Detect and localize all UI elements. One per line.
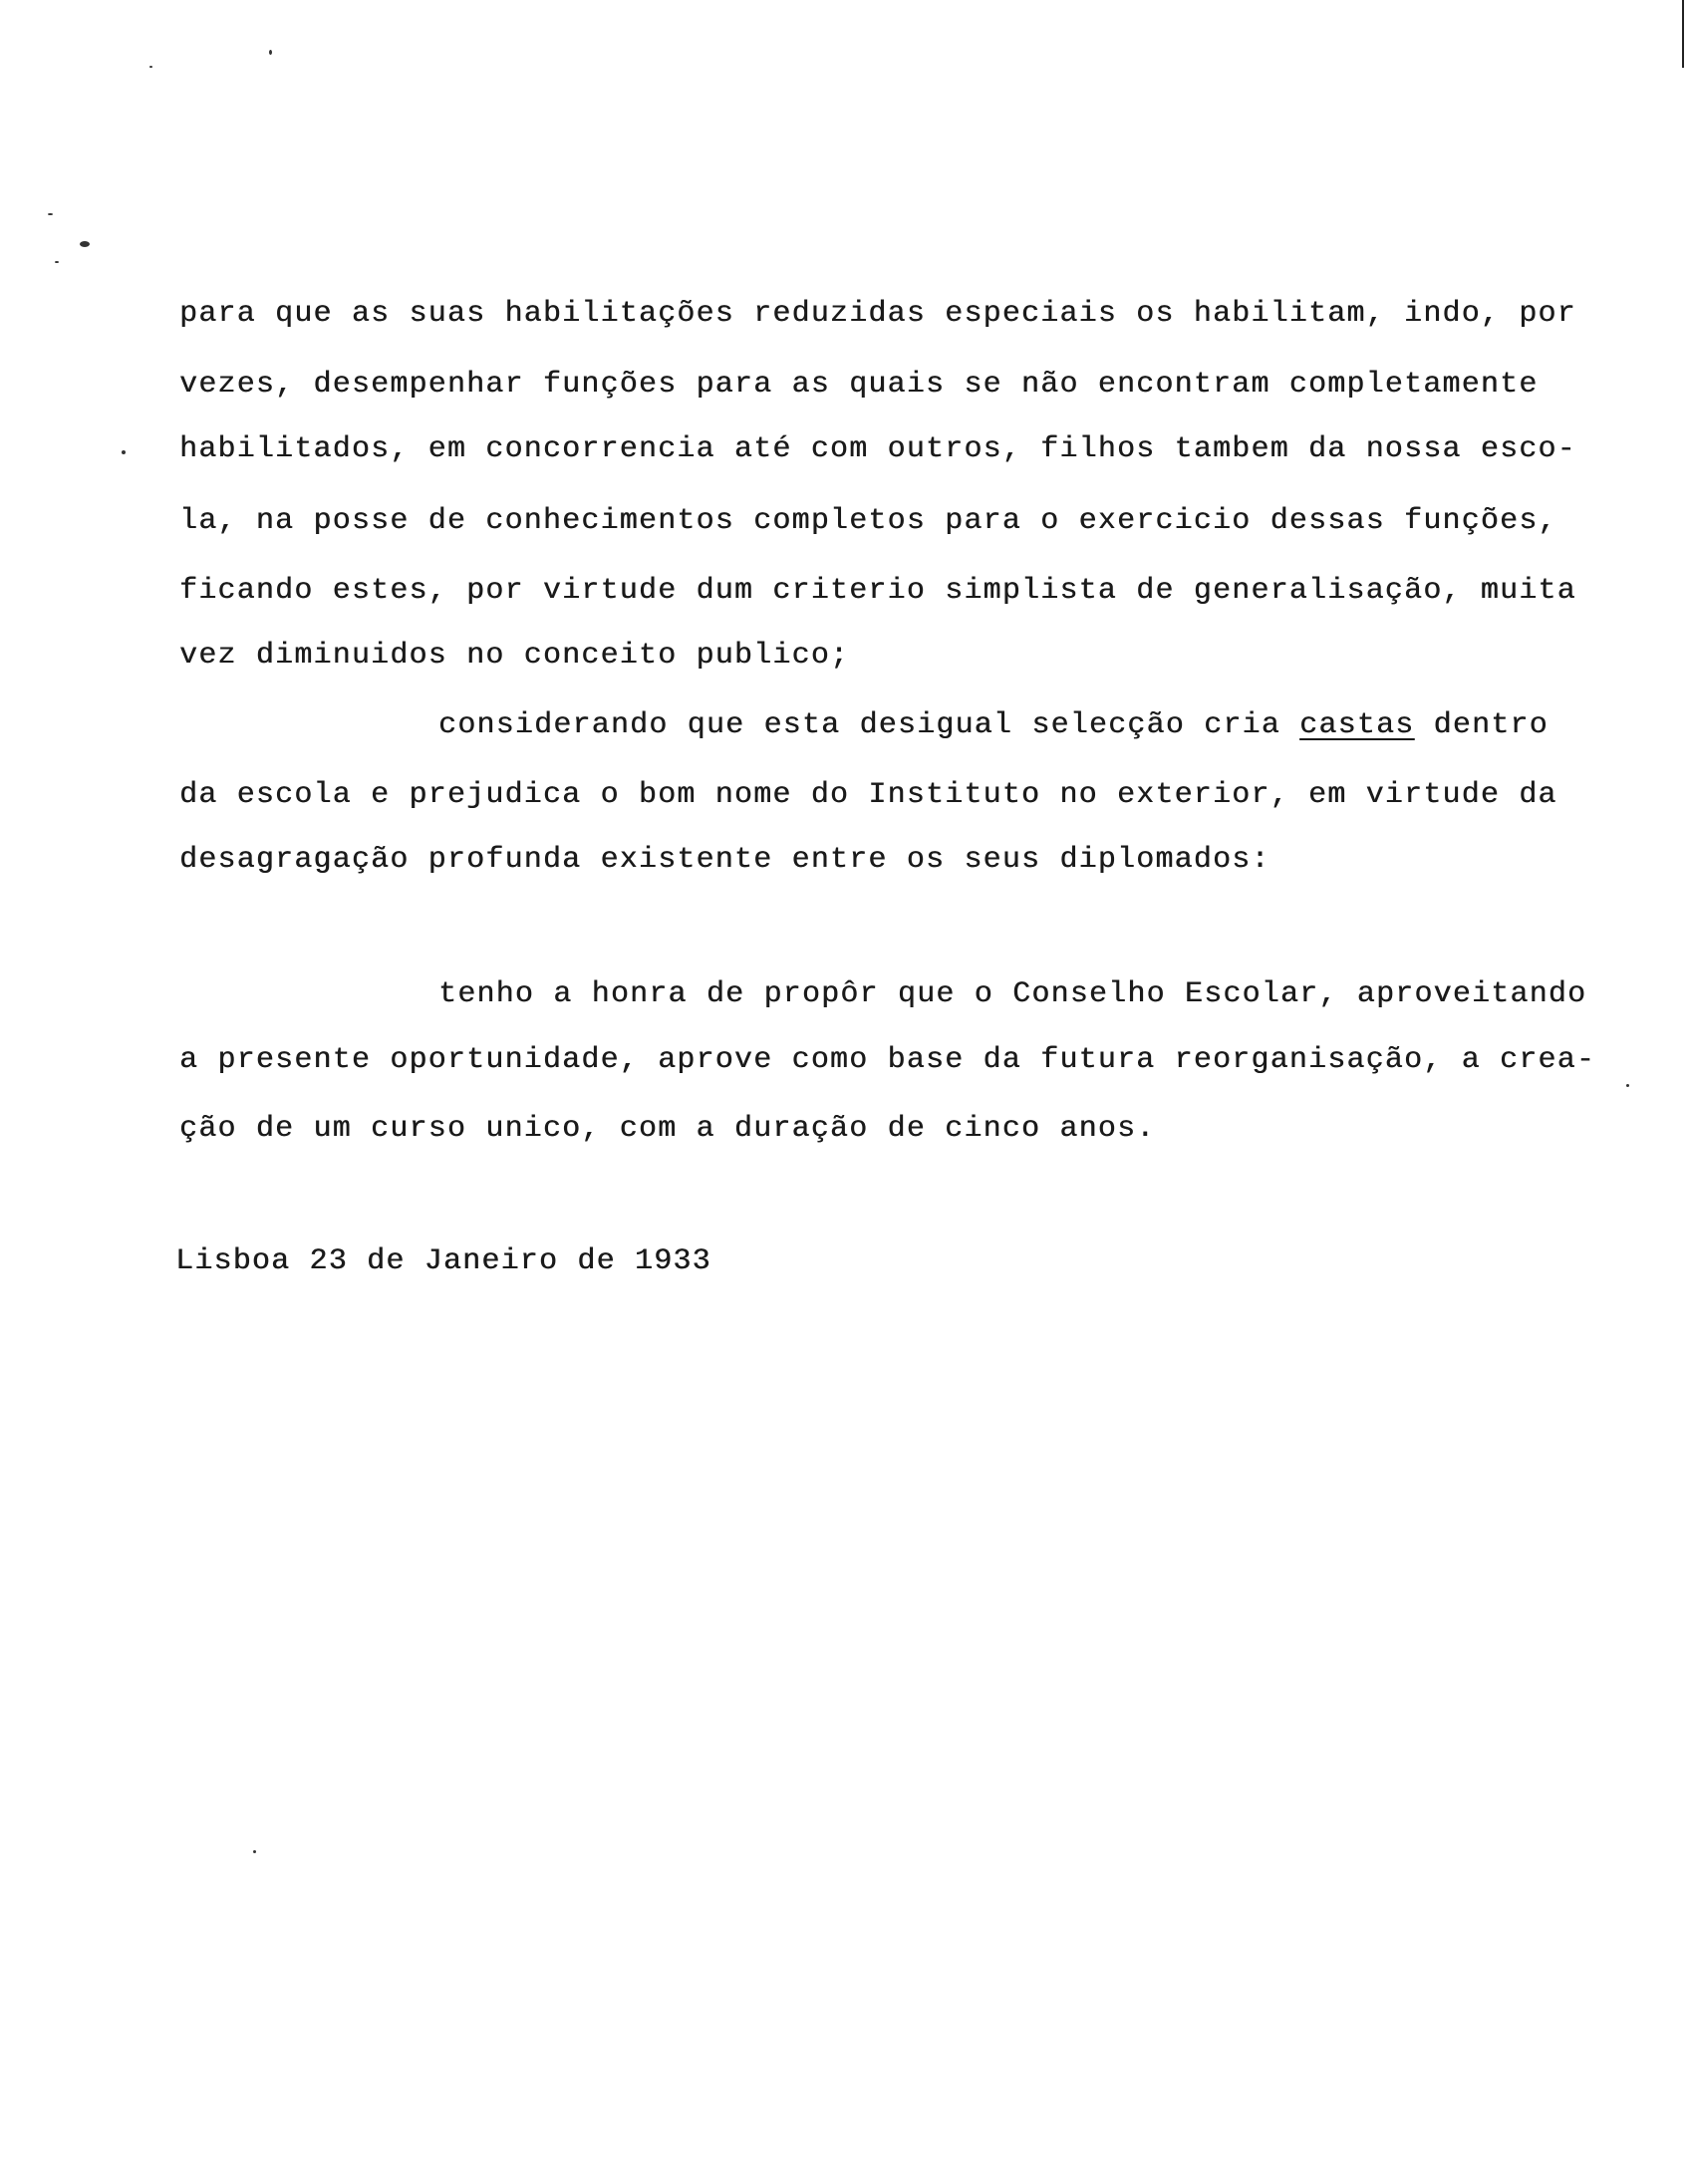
page-edge-mark: [1682, 0, 1684, 68]
dateline: Lisboa 23 de Janeiro de 1933: [175, 1244, 711, 1278]
scan-speck: [269, 50, 272, 55]
paragraph3-line-1: tenho a honra de propôr que o Conselho Escolar, aproveitando: [438, 977, 1587, 1011]
scan-speck: [48, 213, 53, 215]
paragraph1-line-6: vez diminuidos no conceito publico;: [179, 639, 850, 673]
paragraph1-line-3: habilitados, em concorrencia até com outros, filhos tambem da nossa esco-: [179, 432, 1576, 466]
paragraph2-line-1: [438, 710, 1549, 740]
paragraph3-line-3: ção de um curso unico, com a duração de cinco anos.: [179, 1112, 1156, 1146]
paragraph1-line-2: vezes, desempenhar funções para as quais se não encontram completamente: [179, 368, 1539, 402]
scan-speck: [55, 261, 59, 263]
paragraph3-line-2: a presente oportunidade, aprove como base da futura reorganisação, a crea-: [179, 1043, 1596, 1077]
paragraph2-line-3: desagragação profunda existente entre os seus diplomados:: [179, 843, 1270, 877]
scan-speck: [253, 1850, 256, 1853]
scan-speck: [80, 241, 90, 247]
paragraph1-line-1: para que as suas habilitações reduzidas especiais os habilitam, indo, por: [179, 297, 1576, 331]
paragraph1-line-4: la, na posse de conhecimentos completos para o exercicio dessas funções,: [179, 504, 1557, 538]
paragraph2-line-2: da escola e prejudica o bom nome do Instituto no exterior, em virtude da: [179, 778, 1557, 812]
scan-speck: [149, 66, 152, 68]
paragraph1-line-5: ficando estes, por virtude dum criterio simplista de generalisação, muita: [179, 574, 1576, 608]
paragraph2-text-before: considerando que esta desigual selecção cria: [438, 708, 1300, 742]
underlined-word: castas: [1299, 708, 1415, 742]
paragraph2-text-after: dentro: [1414, 708, 1549, 742]
scan-speck: [1626, 1084, 1629, 1087]
scan-speck: [122, 450, 126, 454]
